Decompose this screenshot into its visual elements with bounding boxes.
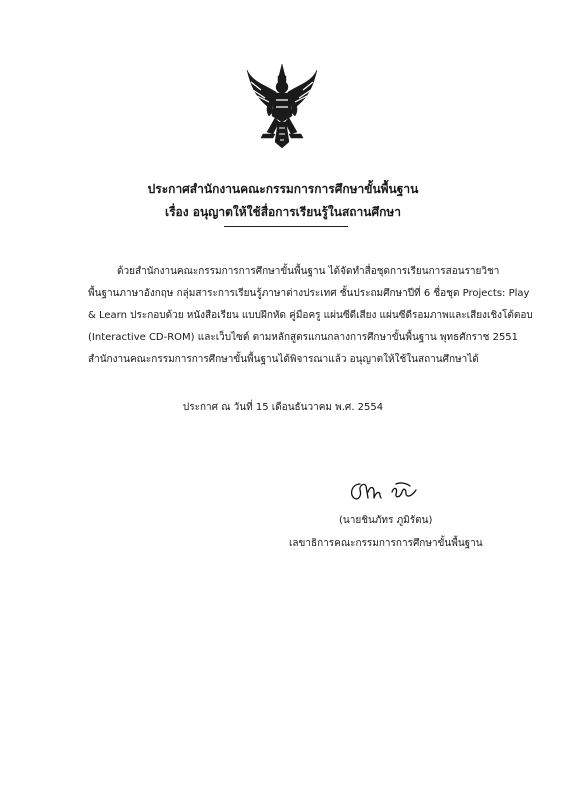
announcement-heading: ประกาศสำนักงานคณะกรรมการการศึกษาขั้นพื้นฐาน (147, 182, 419, 196)
announcement-subject: เรื่อง อนุญาตให้ใช้สื่อการเรียนรู้ในสถานศึกษา (164, 205, 402, 219)
signer-position: เลขาธิการคณะกรรมการการศึกษาขั้นพื้นฐาน (289, 538, 483, 549)
announcement-date: ประกาศ ณ วันที่ 15 เดือนธันวาคม พ.ศ. 2554 (182, 402, 384, 413)
body-line: (Interactive CD-ROM) และเว็บไซต์ ตามหลักสูตรแกนกลางการศึกษาขั้นพื้นฐาน พุทธศักราช 2551 (88, 332, 519, 343)
handwritten-signature (346, 478, 422, 504)
body-line: ด้วยสำนักงานคณะกรรมการการศึกษาขั้นพื้นฐาน ได้จัดทำสื่อชุดการเรียนการสอนรายวิชา (117, 266, 500, 277)
body-line: & Learn ประกอบด้วย หนังสือเรียน แบบฝึกหัด คู่มือครู แผ่นซีดีเสียง แผ่นซีดีรอมภาพและเสียงเชิงโต้ตอบ (88, 310, 533, 321)
heading-underline (224, 226, 348, 227)
signer-name: (นายชินภัทร ภูมิรัตน) (339, 515, 433, 526)
body-line: พื้นฐานภาษาอังกฤษ กลุ่มสาระการเรียนรู้ภาษาต่างประเทศ ชั้นประถมศึกษาปีที่ 6 ชื่อชุด Projects: Play (88, 288, 530, 299)
body-line: สำนักงานคณะกรรมการการศึกษาขั้นพื้นฐานได้พิจารณาแล้ว อนุญาตให้ใช้ในสถานศึกษาได้ (88, 354, 479, 365)
garuda-emblem (245, 62, 319, 148)
